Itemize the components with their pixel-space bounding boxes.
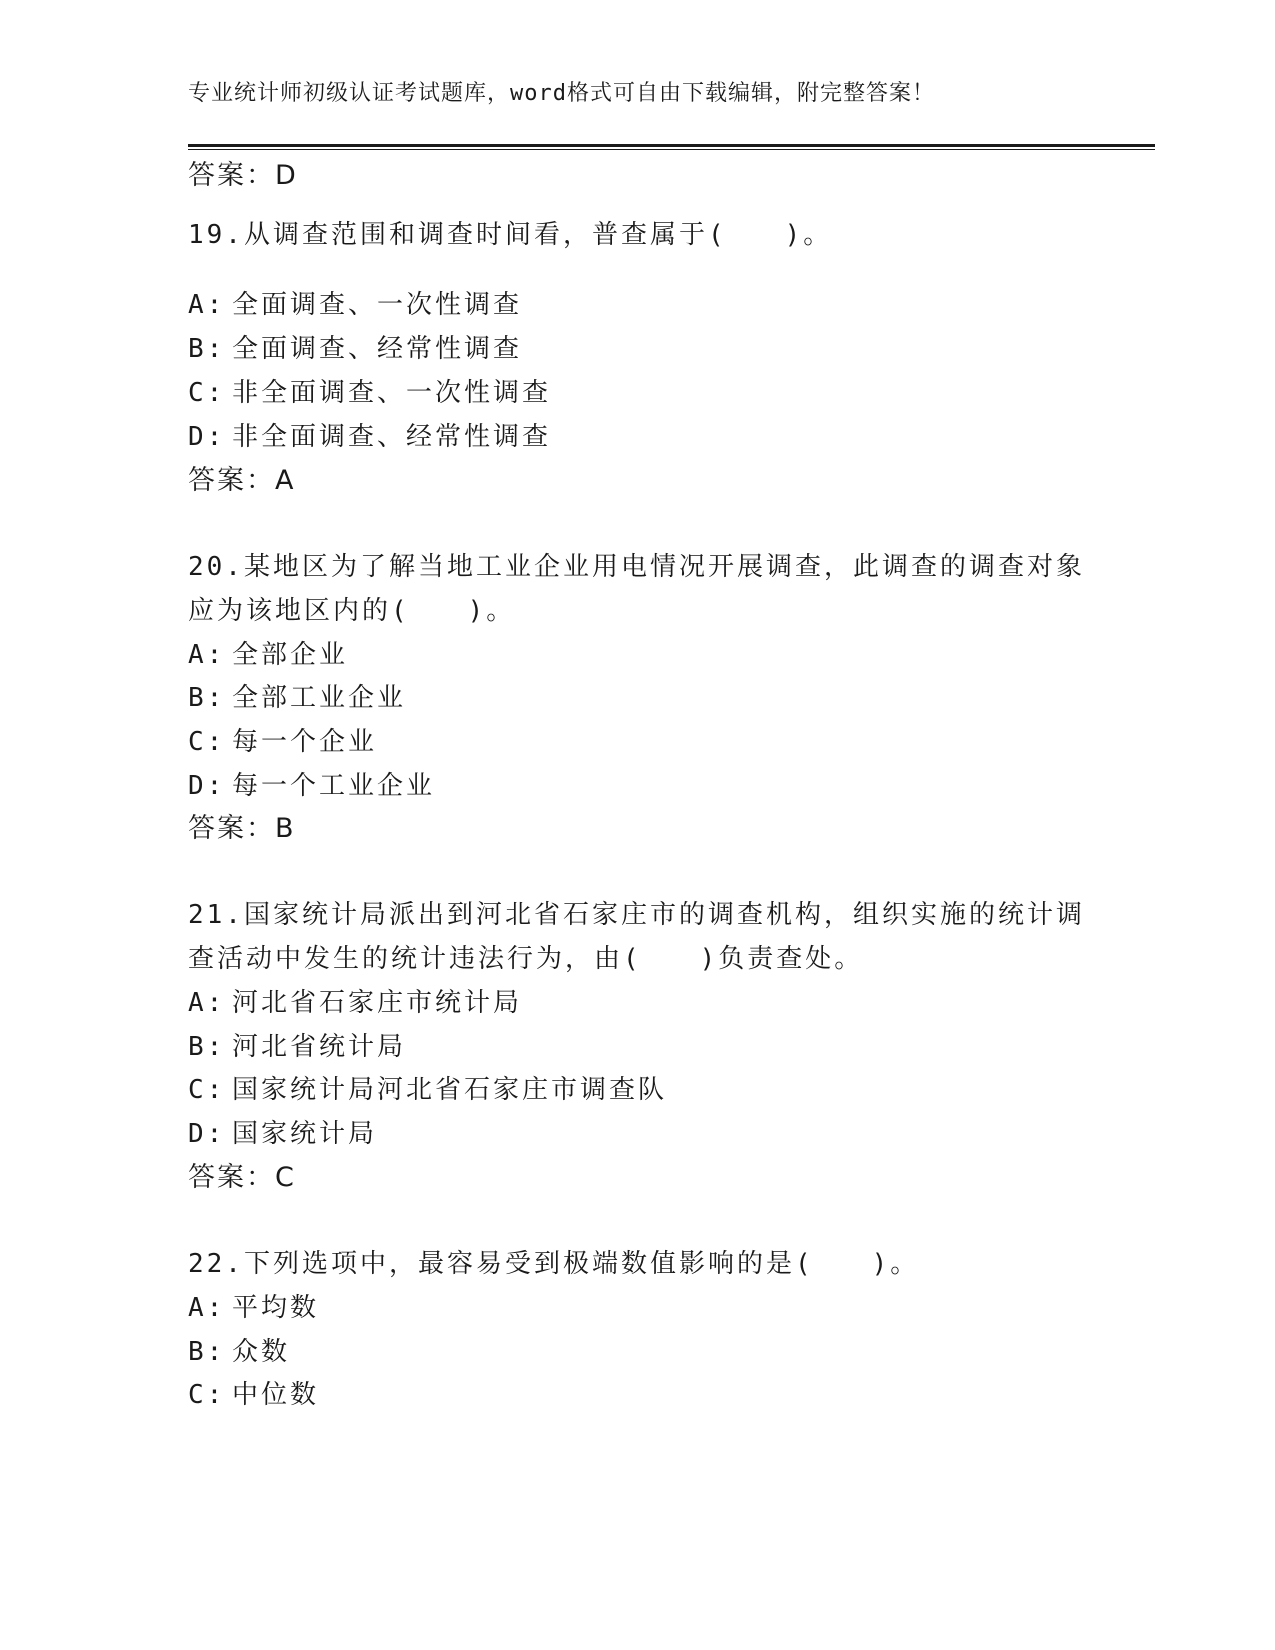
option-letter: D: (188, 422, 226, 452)
question-22-stem: 22.下列选项中，最容易受到极端数值影响的是( )。 (188, 1249, 920, 1279)
option-text: 众数 (232, 1337, 291, 1367)
option-text: 非全面调查、一次性调查 (232, 378, 552, 408)
option-text: 平均数 (232, 1293, 320, 1323)
option-letter: A: (188, 1293, 226, 1323)
option-letter: A: (188, 290, 226, 320)
option-letter: D: (188, 771, 226, 801)
option-text: 全面调查、一次性调查 (232, 290, 523, 320)
question-20-option-a (188, 638, 348, 672)
header-divider (188, 144, 1155, 151)
question-21-answer: 答案：C (188, 1162, 296, 1193)
option-letter: C: (188, 1075, 226, 1105)
option-text: 河北省石家庄市统计局 (232, 988, 523, 1018)
option-letter: D: (188, 1119, 226, 1149)
option-letter: A: (188, 640, 226, 670)
question-22-option-a (188, 1291, 319, 1325)
question-20-option-d (188, 769, 435, 803)
option-letter: B: (188, 1337, 226, 1367)
option-letter: A: (188, 988, 226, 1018)
question-20-answer: 答案：B (188, 813, 296, 844)
question-21-option-c (188, 1073, 667, 1107)
question-20-stem-line-1: 20.某地区为了解当地工业企业用电情况开展调查，此调查的调查对象 (188, 552, 1085, 582)
question-22-option-c (188, 1378, 319, 1412)
question-19-option-b (188, 332, 522, 366)
question-19-option-d (188, 420, 551, 454)
question-21-stem-line-2: 查活动中发生的统计违法行为，由( )负责查处。 (188, 944, 864, 974)
question-19-option-c (188, 376, 551, 410)
question-19-stem: 19.从调查范围和调查时间看，普查属于( )。 (188, 220, 833, 250)
question-19-option-a (188, 288, 522, 322)
option-text: 全部工业企业 (232, 683, 407, 713)
page-header: 专业统计师初级认证考试题库，word格式可自由下载编辑，附完整答案！ (188, 81, 935, 106)
question-19-answer: 答案：A (188, 465, 296, 496)
question-20-stem-line-2: 应为该地区内的( )。 (188, 596, 516, 626)
option-letter: B: (188, 683, 226, 713)
option-text: 中位数 (232, 1380, 320, 1410)
option-letter: C: (188, 727, 226, 757)
option-text: 全部企业 (232, 640, 349, 670)
option-text: 每一个工业企业 (232, 771, 436, 801)
option-letter: C: (188, 1380, 226, 1410)
option-text: 非全面调查、经常性调查 (232, 422, 552, 452)
option-letter: B: (188, 334, 226, 364)
question-21-option-a (188, 986, 522, 1020)
option-text: 每一个企业 (232, 727, 378, 757)
header-divider-thick (188, 144, 1155, 147)
option-text: 河北省统计局 (232, 1032, 407, 1062)
option-letter: C: (188, 378, 226, 408)
option-text: 全面调查、经常性调查 (232, 334, 523, 364)
option-text: 国家统计局河北省石家庄市调查队 (232, 1075, 668, 1105)
header-divider-thin (188, 149, 1155, 150)
question-21-option-d (188, 1117, 377, 1151)
question-20-option-b (188, 681, 406, 715)
question-20-option-c (188, 725, 377, 759)
question-21-stem-line-1: 21.国家统计局派出到河北省石家庄市的调查机构，组织实施的统计调 (188, 900, 1085, 930)
option-letter: B: (188, 1032, 226, 1062)
question-21-option-b (188, 1030, 406, 1064)
previous-answer: 答案：D (188, 160, 298, 191)
option-text: 国家统计局 (232, 1119, 378, 1149)
question-22-option-b (188, 1335, 290, 1369)
